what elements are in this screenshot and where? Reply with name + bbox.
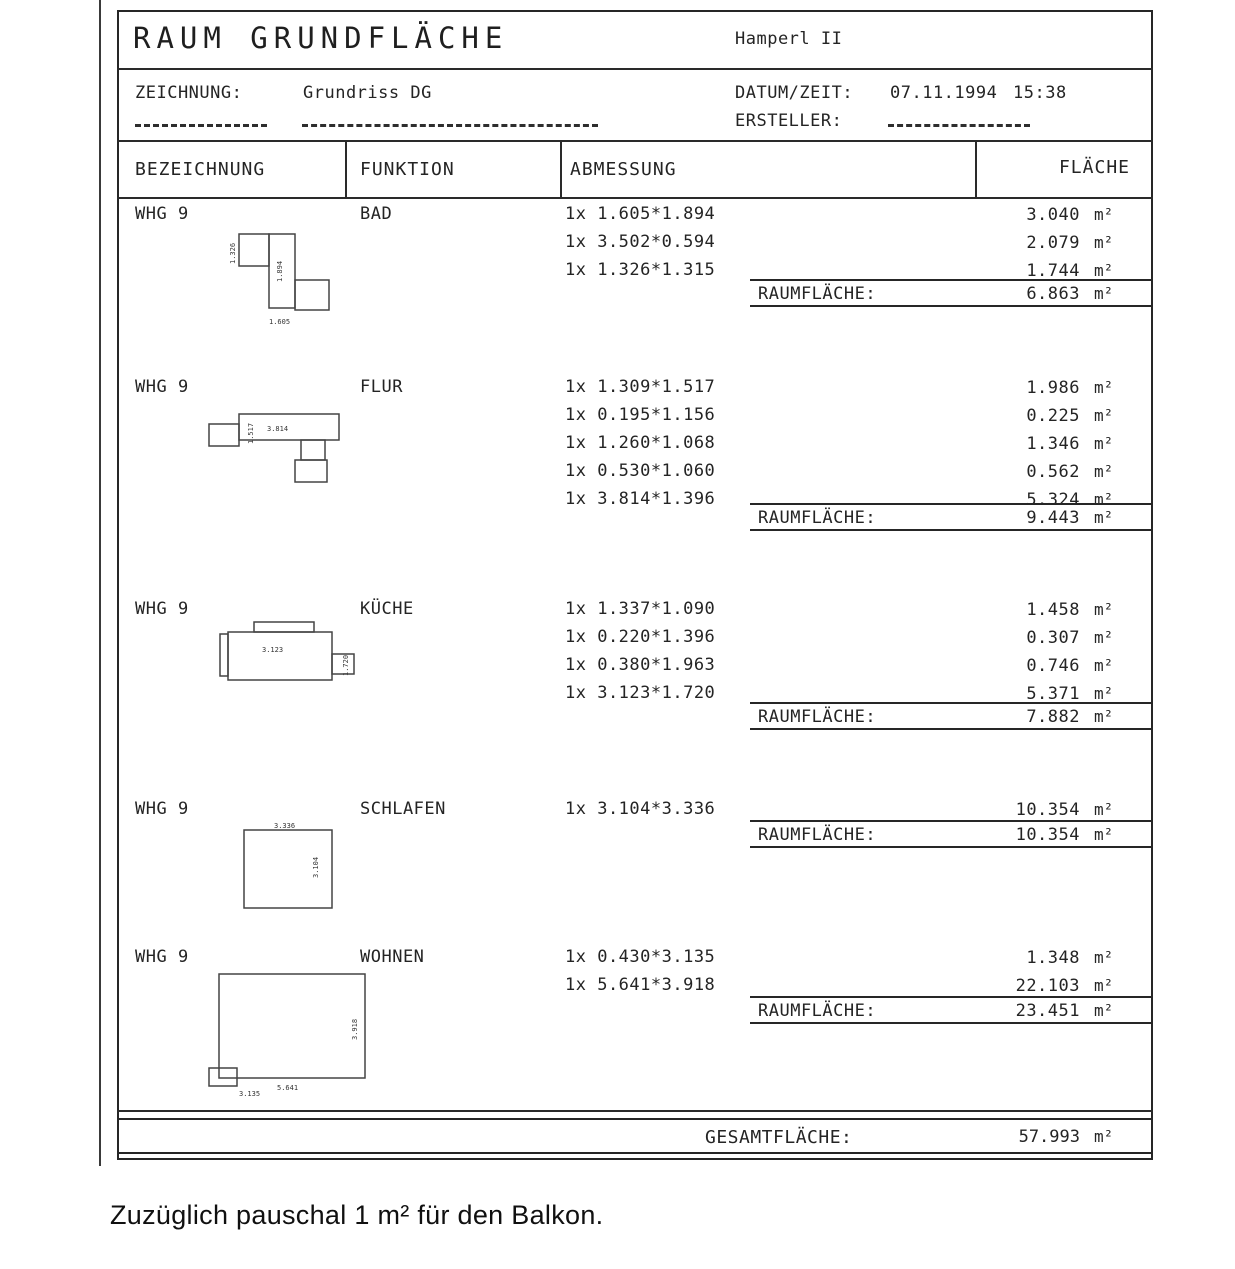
flaeche-value: 1.348 xyxy=(1026,948,1080,968)
gesamtflaeche-cell xyxy=(940,1127,1140,1147)
flaeche-value: 0.307 xyxy=(1026,628,1080,648)
flaeche-cell xyxy=(940,261,1140,281)
unit-label: m² xyxy=(1094,205,1114,224)
raumflaeche-cell xyxy=(940,707,1140,727)
flaeche-value: 1.458 xyxy=(1026,600,1080,620)
flaeche-cell xyxy=(940,976,1140,996)
floor-plan-sketch-kueche xyxy=(218,620,358,698)
unit-label: m² xyxy=(1094,462,1114,481)
unit-label: m² xyxy=(1094,233,1114,252)
sketch-dimension-label: 3.814 xyxy=(267,425,289,433)
ersteller-label: ERSTELLER: xyxy=(735,111,843,131)
raumflaeche-label: RAUMFLÄCHE: xyxy=(758,284,877,304)
raumflaeche-value: 9.443 xyxy=(1026,508,1080,528)
abmessung-cell: 1x 3.104*3.336 xyxy=(565,799,716,819)
raumflaeche-label: RAUMFLÄCHE: xyxy=(758,1001,877,1021)
flaeche-cell xyxy=(940,434,1140,454)
column-header-flaeche: FLÄCHE xyxy=(1058,157,1130,178)
column-header-abmessung: ABMESSUNG xyxy=(570,159,677,180)
unit-label: m² xyxy=(1094,684,1114,703)
floor-plan-sketch-flur xyxy=(205,400,370,488)
sketch-dimension-label: 1.605 xyxy=(269,318,291,326)
abmessung-cell: 1x 1.326*1.315 xyxy=(565,260,716,280)
raumflaeche-cell xyxy=(940,508,1140,528)
sketch-dimension-label: 3.104 xyxy=(312,856,320,878)
flaeche-value: 2.079 xyxy=(1026,233,1080,253)
flaeche-cell xyxy=(940,948,1140,968)
zeichnung-label: ZEICHNUNG: xyxy=(135,83,243,103)
column-header-funktion: FUNKTION xyxy=(360,159,455,180)
funktion-cell: SCHLAFEN xyxy=(360,799,446,819)
flaeche-cell xyxy=(940,462,1140,482)
raumflaeche-row xyxy=(750,996,1153,1024)
abmessung-cell: 1x 0.430*3.135 xyxy=(565,947,716,967)
unit-label: m² xyxy=(1094,948,1114,967)
raumflaeche-row xyxy=(750,503,1153,531)
raumflaeche-cell xyxy=(940,825,1140,845)
sketch-dimension-label: 1.517 xyxy=(247,422,255,444)
funktion-cell: FLUR xyxy=(360,377,403,397)
flaeche-value: 5.371 xyxy=(1026,684,1080,704)
raumflaeche-label: RAUMFLÄCHE: xyxy=(758,508,877,528)
flaeche-value: 0.225 xyxy=(1026,406,1080,426)
divider-below-column-headers xyxy=(117,197,1153,199)
whg-cell: WHG 9 xyxy=(135,599,189,619)
raumflaeche-row xyxy=(750,279,1153,307)
abmessung-cell: 1x 1.605*1.894 xyxy=(565,204,716,224)
unit-label: m² xyxy=(1094,1001,1114,1020)
flaeche-value: 22.103 xyxy=(1015,976,1080,996)
flaeche-cell xyxy=(940,628,1140,648)
unit-label: m² xyxy=(1094,434,1114,453)
sketch-dimension-label: 1.326 xyxy=(229,242,237,264)
funktion-cell: WOHNEN xyxy=(360,947,425,967)
unit-label: m² xyxy=(1094,284,1114,303)
unit-label: m² xyxy=(1094,600,1114,619)
datum-zeit-label: DATUM/ZEIT: xyxy=(735,83,854,103)
flaeche-cell xyxy=(940,656,1140,676)
flaeche-cell xyxy=(940,406,1140,426)
unit-label: m² xyxy=(1094,406,1114,425)
raumflaeche-label: RAUMFLÄCHE: xyxy=(758,707,877,727)
whg-cell: WHG 9 xyxy=(135,377,189,397)
header-column-separator-1 xyxy=(345,140,347,199)
flaeche-cell xyxy=(940,205,1140,225)
sketch-dimension-label: 3.336 xyxy=(274,822,296,830)
abmessung-cell: 1x 0.195*1.156 xyxy=(565,405,716,425)
flaeche-cell xyxy=(940,800,1140,820)
sketch-dimension-label: 3.135 xyxy=(239,1090,261,1098)
unit-label: m² xyxy=(1094,976,1114,995)
raumflaeche-row xyxy=(750,702,1153,730)
flaeche-cell xyxy=(940,684,1140,704)
flaeche-value: 0.746 xyxy=(1026,656,1080,676)
raumflaeche-label: RAUMFLÄCHE: xyxy=(758,825,877,845)
abmessung-cell: 1x 3.502*0.594 xyxy=(565,232,716,252)
flaeche-cell xyxy=(940,233,1140,253)
zeichnung-value: Grundriss DG xyxy=(303,83,432,103)
whg-cell: WHG 9 xyxy=(135,947,189,967)
abmessung-cell: 1x 5.641*3.918 xyxy=(565,975,716,995)
raumflaeche-value: 10.354 xyxy=(1015,825,1080,845)
zeit-value: 15:38 xyxy=(1013,83,1067,103)
document-title: RAUM GRUNDFLÄCHE xyxy=(133,21,509,55)
unit-label: m² xyxy=(1094,800,1114,819)
unit-label: m² xyxy=(1094,825,1114,844)
raumflaeche-value: 23.451 xyxy=(1015,1001,1080,1021)
floor-plan-sketch-wohnen xyxy=(205,970,375,1098)
dashed-rule-zeichnung xyxy=(135,124,267,127)
abmessung-cell: 1x 3.814*1.396 xyxy=(565,489,716,509)
sketch-dimension-label: 1.894 xyxy=(276,260,284,282)
flaeche-value: 3.040 xyxy=(1026,205,1080,225)
sketch-dimension-label: 3.123 xyxy=(262,646,284,654)
divider-under-title xyxy=(117,68,1153,70)
unit-label: m² xyxy=(1094,508,1114,527)
floor-plan-sketch-schlafen xyxy=(238,820,338,912)
flaeche-value: 1.744 xyxy=(1026,261,1080,281)
unit-label: m² xyxy=(1094,490,1114,509)
divider-above-column-headers xyxy=(117,140,1153,142)
abmessung-cell: 1x 1.337*1.090 xyxy=(565,599,716,619)
unit-label: m² xyxy=(1094,1127,1114,1146)
flaeche-cell xyxy=(940,378,1140,398)
dashed-rule-ersteller xyxy=(888,124,1030,127)
abmessung-cell: 1x 3.123*1.720 xyxy=(565,683,716,703)
sketch-dimension-label: 3.918 xyxy=(351,1018,359,1040)
flaeche-value: 0.562 xyxy=(1026,462,1080,482)
raumflaeche-value: 7.882 xyxy=(1026,707,1080,727)
column-header-bezeichnung: BEZEICHNUNG xyxy=(135,159,266,180)
funktion-cell: KÜCHE xyxy=(360,599,414,619)
flaeche-cell xyxy=(940,600,1140,620)
flaeche-value: 1.346 xyxy=(1026,434,1080,454)
raumflaeche-cell xyxy=(940,1001,1140,1021)
abmessung-cell: 1x 1.309*1.517 xyxy=(565,377,716,397)
unit-label: m² xyxy=(1094,628,1114,647)
dashed-rule-zeichnung-value xyxy=(302,124,598,127)
floor-plan-sketch-bad-svg xyxy=(225,230,340,330)
gesamtflaeche-label: GESAMTFLÄCHE: xyxy=(705,1127,853,1148)
whg-cell: WHG 9 xyxy=(135,799,189,819)
whg-cell: WHG 9 xyxy=(135,204,189,224)
header-column-separator-3 xyxy=(975,140,977,199)
project-name: Hamperl II xyxy=(735,29,843,49)
abmessung-cell: 1x 0.530*1.060 xyxy=(565,461,716,481)
sketch-dimension-label: 1.720 xyxy=(342,654,350,676)
raumflaeche-value: 6.863 xyxy=(1026,284,1080,304)
unit-label: m² xyxy=(1094,707,1114,726)
divider-above-gesamt xyxy=(117,1110,1153,1112)
header-column-separator-2 xyxy=(560,140,562,199)
floor-plan-sketch-kueche-svg xyxy=(218,620,358,698)
floor-plan-sketch-bad xyxy=(225,230,340,330)
sketch-dimension-label: 5.641 xyxy=(277,1084,299,1092)
unit-label: m² xyxy=(1094,656,1114,675)
flaeche-value: 5.324 xyxy=(1026,490,1080,510)
abmessung-cell: 1x 1.260*1.068 xyxy=(565,433,716,453)
datum-value: 07.11.1994 xyxy=(890,83,998,103)
flaeche-value: 10.354 xyxy=(1015,800,1080,820)
floor-plan-sketch-schlafen-svg xyxy=(238,820,338,912)
unit-label: m² xyxy=(1094,261,1114,280)
floor-plan-sketch-wohnen-svg xyxy=(205,970,375,1098)
abmessung-cell: 1x 0.220*1.396 xyxy=(565,627,716,647)
page-edge-line xyxy=(99,0,101,1166)
raumflaeche-row xyxy=(750,820,1153,848)
flaeche-value: 1.986 xyxy=(1026,378,1080,398)
abmessung-cell: 1x 0.380*1.963 xyxy=(565,655,716,675)
raumflaeche-cell xyxy=(940,284,1140,304)
gesamtflaeche-row xyxy=(117,1118,1153,1154)
footnote-balkon: Zuzüglich pauschal 1 m² für den Balkon. xyxy=(110,1200,604,1230)
unit-label: m² xyxy=(1094,378,1114,397)
gesamtflaeche-value: 57.993 xyxy=(1018,1127,1080,1147)
floor-plan-sketch-flur-svg xyxy=(205,400,370,488)
funktion-cell: BAD xyxy=(360,204,393,224)
